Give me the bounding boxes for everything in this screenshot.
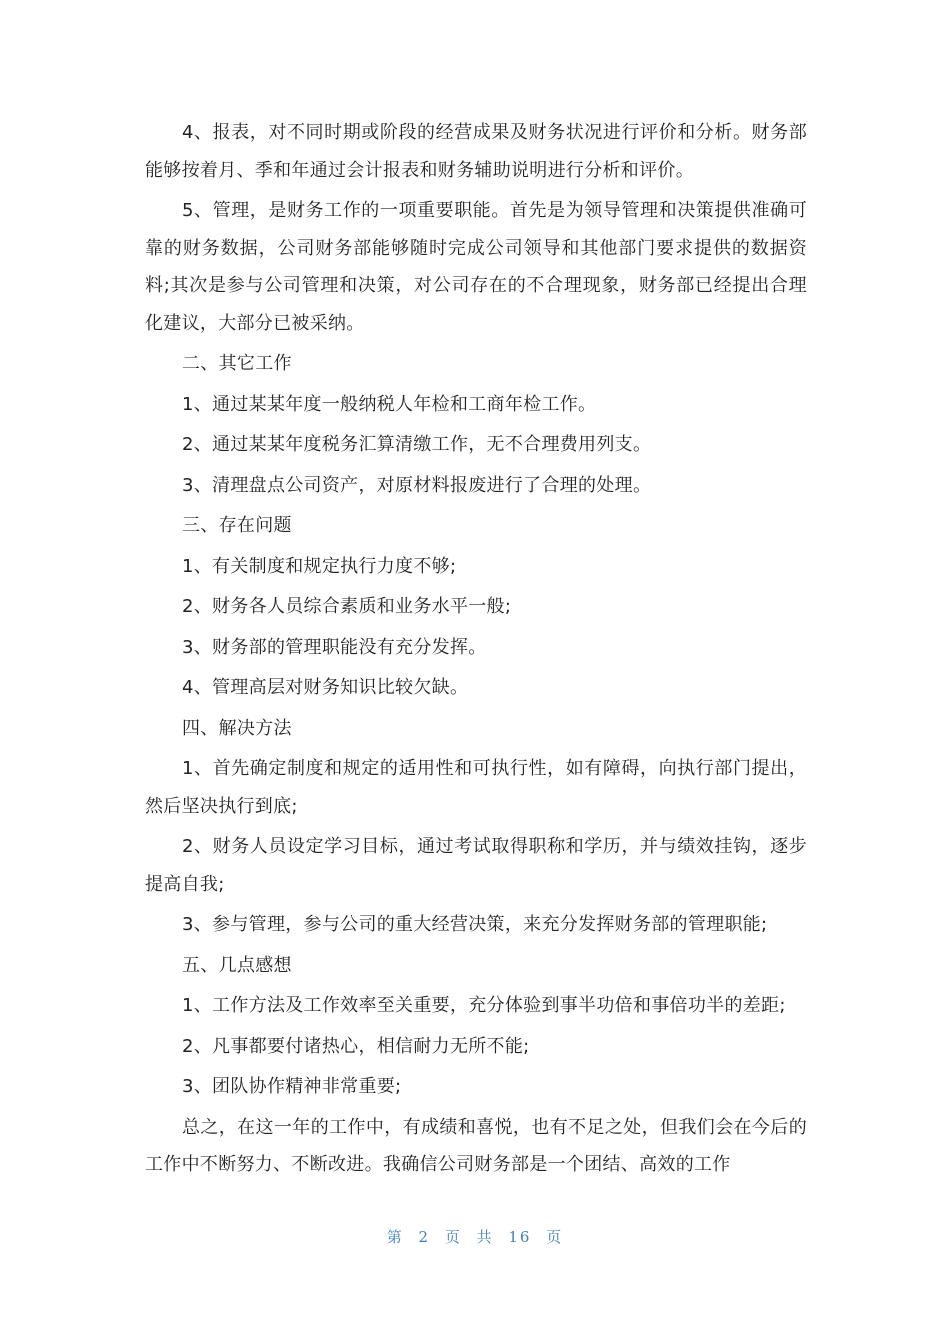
section-heading-thoughts: 五、几点感想 <box>182 954 292 976</box>
list-item: 3、团队协作精神非常重要; <box>182 1076 402 1097</box>
list-item: 2、凡事都要付诸热心，相信耐力无所不能; <box>182 1035 530 1057</box>
list-item: 3、参与管理，参与公司的重大经营决策，来充分发挥财务部的管理职能; <box>182 914 768 935</box>
list-item: 2、财务人员设定学习目标，通过考试取得职称和学历，并与绩效挂钩，逐步提高自我; <box>145 836 807 895</box>
list-item: 1、通过某某年度一般纳税人年检和工商年检工作。 <box>182 393 597 415</box>
paragraph-management: 5、管理，是财务工作的一项重要职能。首先是为领导管理和决策提供准确可靠的财务数据，公司财务部能够随时完成公司领导和其他部门要求提供的数据资料;其次是参与公司管理和决策，对公司存在的不合理现象，财务部已经提出合理化建议，大部分已被采纳。 <box>145 200 807 334</box>
list-item: 3、清理盘点公司资产，对原材料报废进行了合理的处理。 <box>182 474 652 496</box>
paragraph-report: 4、报表，对不同时期或阶段的经营成果及财务状况进行评价和分析。财务部能够按着月、季和年通过会计报表和财务辅助说明进行分析和评价。 <box>145 122 807 181</box>
section-heading-problems: 三、存在问题 <box>182 515 292 536</box>
list-item: 2、通过某某年度税务汇算清缴工作，无不合理费用列支。 <box>182 434 652 455</box>
list-item: 1、有关制度和规定执行力度不够; <box>182 555 457 577</box>
paragraph-conclusion: 总之，在这一年的工作中，有成绩和喜悦，也有不足之处，但我们会在今后的工作中不断努力、不断改进。我确信公司财务部是一个团结、高效的工作 <box>145 1116 807 1175</box>
document-body <box>145 114 807 1187</box>
page-number-footer: 第 2 页 共 16 页 <box>386 1228 564 1246</box>
section-heading-other-work: 二、其它工作 <box>182 353 292 374</box>
list-item: 3、财务部的管理职能没有充分发挥。 <box>182 636 487 658</box>
list-item: 2、财务各人员综合素质和业务水平一般; <box>182 596 512 617</box>
list-item: 4、管理高层对财务知识比较欠缺。 <box>182 677 469 698</box>
list-item: 1、工作方法及工作效率至关重要，充分体验到事半功倍和事倍功半的差距; <box>182 995 786 1016</box>
list-item: 1、首先确定制度和规定的适用性和可执行性，如有障碍，向执行部门提出，然后坚决执行到底; <box>145 758 807 817</box>
section-heading-solutions: 四、解决方法 <box>182 717 292 739</box>
